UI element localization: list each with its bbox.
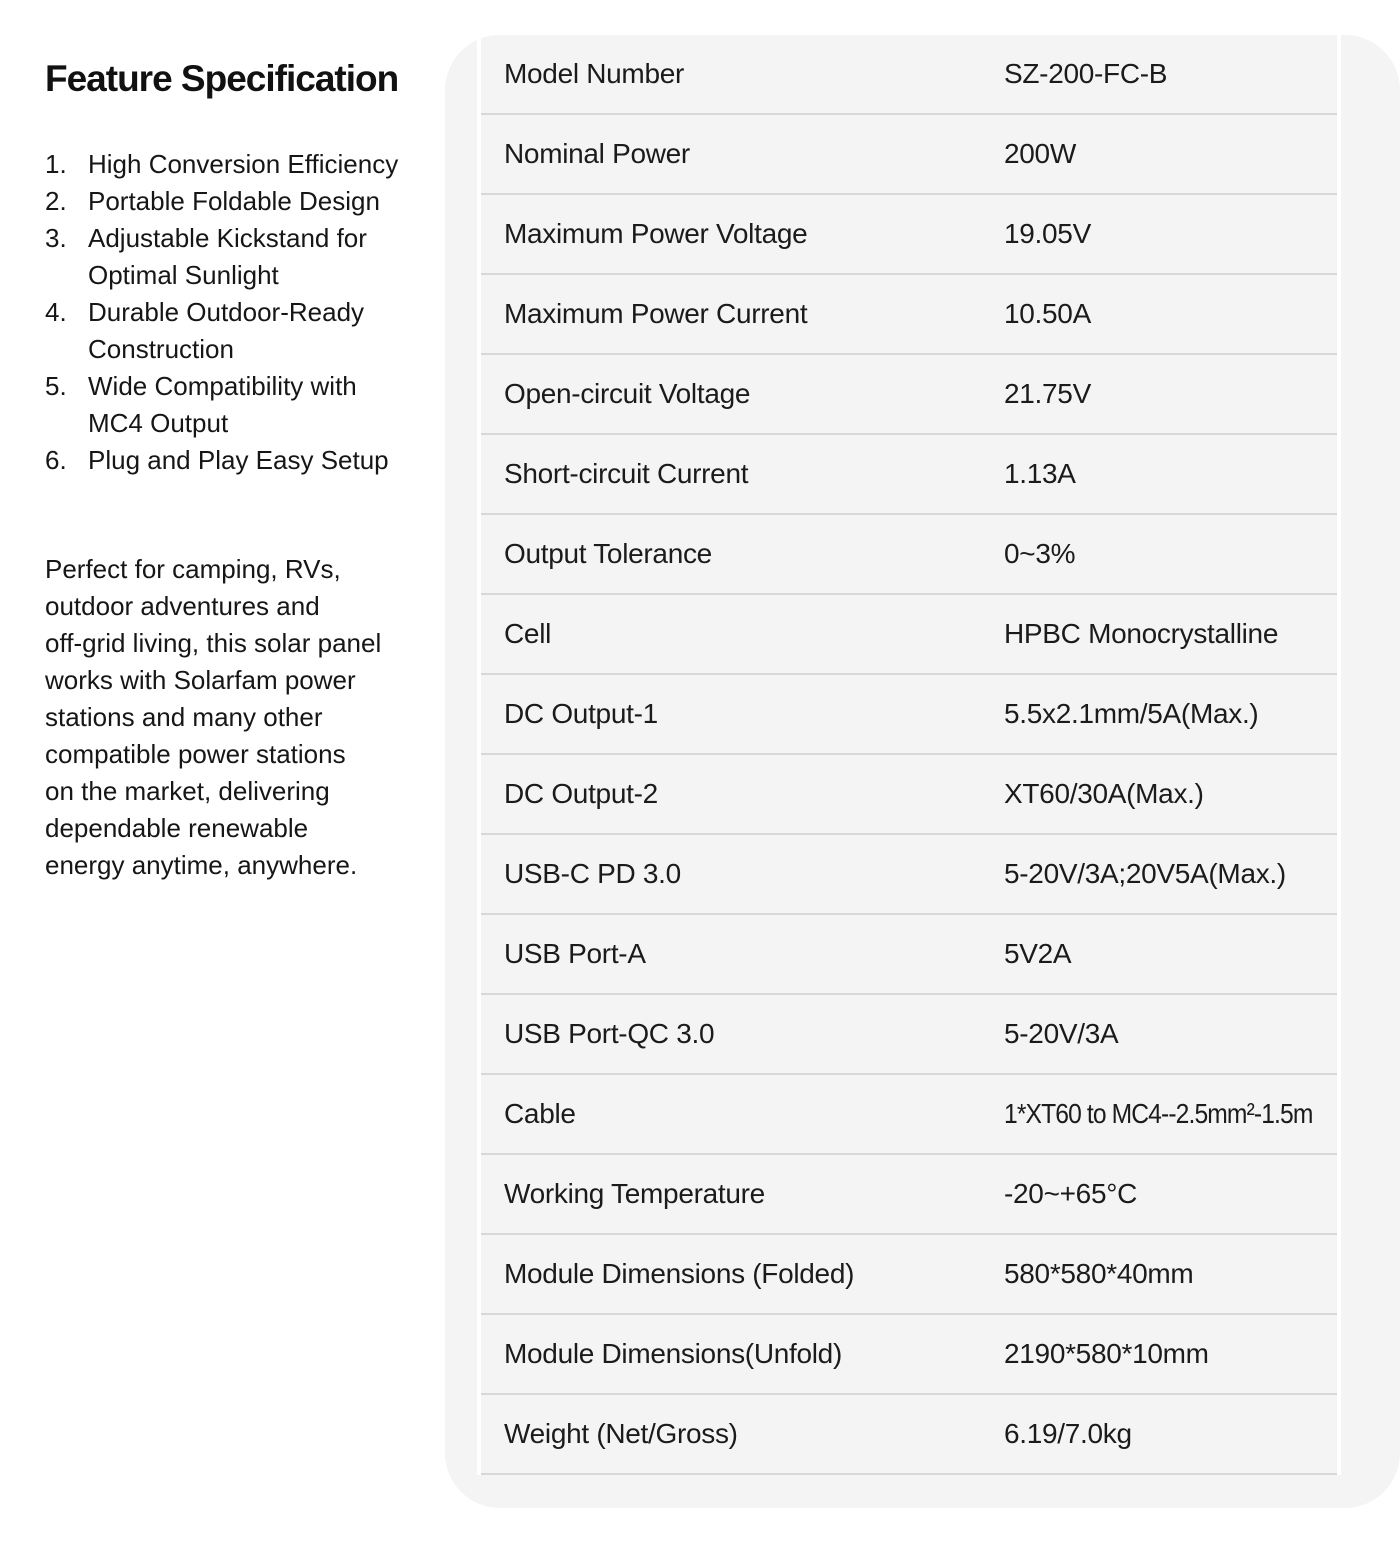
feature-list-item xyxy=(45,220,445,294)
spec-row xyxy=(481,1395,1337,1475)
spec-label: Working Temperature xyxy=(504,1178,765,1209)
spec-row xyxy=(481,35,1337,115)
spec-value: 580*580*40mm xyxy=(1004,1258,1194,1289)
feature-item-line: Construction xyxy=(88,334,234,364)
feature-item-number: 3. xyxy=(45,223,67,253)
feature-item-number: 1. xyxy=(45,149,67,179)
feature-item-text xyxy=(88,183,445,220)
description-line: works with Solarfam power xyxy=(45,665,356,695)
spec-row xyxy=(481,115,1337,195)
feature-item-text xyxy=(88,146,445,183)
page-title: Feature Specification xyxy=(45,58,399,99)
spec-label: Open-circuit Voltage xyxy=(504,378,751,409)
spec-value: 1*XT60 to MC4--2.5mm²-1.5m xyxy=(1004,1098,1313,1129)
feature-item-text xyxy=(88,220,445,294)
spec-value: 5V2A xyxy=(1004,938,1072,969)
spec-label: Module Dimensions (Folded) xyxy=(504,1258,855,1289)
feature-item-text xyxy=(88,368,445,442)
spec-row xyxy=(481,1235,1337,1315)
feature-item-line: Optimal Sunlight xyxy=(88,260,279,290)
spec-value: SZ-200-FC-B xyxy=(1004,58,1168,89)
spec-row xyxy=(481,835,1337,915)
spec-row xyxy=(481,995,1337,1075)
description-line: off-grid living, this solar panel xyxy=(45,628,382,658)
spec-value: 5-20V/3A xyxy=(1004,1018,1119,1049)
feature-item-number: 2. xyxy=(45,186,67,216)
feature-list-item xyxy=(45,442,445,479)
product-description xyxy=(45,551,445,884)
spec-value: 5.5x2.1mm/5A(Max.) xyxy=(1004,698,1259,729)
spec-label: DC Output-2 xyxy=(504,778,658,809)
spec-label: Cell xyxy=(504,618,552,649)
description-line: on the market, delivering xyxy=(45,776,330,806)
description-line: Perfect for camping, RVs, xyxy=(45,554,341,584)
spec-card xyxy=(445,35,1400,1508)
feature-list-item xyxy=(45,294,445,368)
spec-value: 19.05V xyxy=(1004,218,1091,249)
spec-label: Weight (Net/Gross) xyxy=(504,1418,738,1449)
spec-label: Nominal Power xyxy=(504,138,690,169)
spec-label: USB Port-QC 3.0 xyxy=(504,1018,715,1049)
spec-table xyxy=(477,35,1341,1475)
feature-list-item xyxy=(45,146,445,183)
spec-row xyxy=(481,275,1337,355)
spec-label: Short-circuit Current xyxy=(504,458,749,489)
spec-value: -20~+65°C xyxy=(1004,1178,1138,1209)
feature-item-number: 4. xyxy=(45,297,67,327)
spec-row xyxy=(481,355,1337,435)
spec-value: HPBC Monocrystalline xyxy=(1004,618,1279,649)
spec-row xyxy=(481,595,1337,675)
spec-label: Maximum Power Current xyxy=(504,298,808,329)
spec-label: Cable xyxy=(504,1098,576,1129)
description-line: dependable renewable xyxy=(45,813,309,843)
spec-value: 2190*580*10mm xyxy=(1004,1338,1209,1369)
feature-list xyxy=(45,146,445,479)
description-line: outdoor adventures and xyxy=(45,591,320,621)
spec-row xyxy=(481,675,1337,755)
spec-value: XT60/30A(Max.) xyxy=(1004,778,1204,809)
spec-row xyxy=(481,1315,1337,1395)
spec-label: USB Port-A xyxy=(504,938,646,969)
feature-item-number: 5. xyxy=(45,371,67,401)
spec-row xyxy=(481,755,1337,835)
spec-row xyxy=(481,435,1337,515)
feature-item-line: Durable Outdoor-Ready xyxy=(88,297,365,327)
feature-item-line: MC4 Output xyxy=(88,408,229,438)
spec-label: Module Dimensions(Unfold) xyxy=(504,1338,842,1369)
feature-item-line: Plug and Play Easy Setup xyxy=(88,445,389,475)
spec-label: Output Tolerance xyxy=(504,538,712,569)
spec-row xyxy=(481,195,1337,275)
spec-value: 200W xyxy=(1004,138,1076,169)
spec-row xyxy=(481,1075,1337,1155)
spec-row xyxy=(481,515,1337,595)
feature-list-item xyxy=(45,368,445,442)
spec-label: Model Number xyxy=(504,58,685,89)
spec-value: 21.75V xyxy=(1004,378,1091,409)
spec-value: 0~3% xyxy=(1004,538,1076,569)
feature-item-number: 6. xyxy=(45,445,67,475)
description-line: compatible power stations xyxy=(45,739,346,769)
description-line: stations and many other xyxy=(45,702,323,732)
feature-item-line: Adjustable Kickstand for xyxy=(88,223,367,253)
feature-item-line: Wide Compatibility with xyxy=(88,371,357,401)
feature-item-line: Portable Foldable Design xyxy=(88,186,380,216)
spec-value: 10.50A xyxy=(1004,298,1091,329)
feature-item-line: High Conversion Efficiency xyxy=(88,149,399,179)
spec-value: 6.19/7.0kg xyxy=(1004,1418,1132,1449)
spec-label: Maximum Power Voltage xyxy=(504,218,808,249)
feature-item-text xyxy=(88,294,445,368)
spec-label: DC Output-1 xyxy=(504,698,658,729)
spec-value: 5-20V/3A;20V5A(Max.) xyxy=(1004,858,1286,889)
feature-item-text xyxy=(88,442,445,479)
spec-row xyxy=(481,915,1337,995)
spec-row xyxy=(481,1155,1337,1235)
spec-label: USB-C PD 3.0 xyxy=(504,858,681,889)
spec-value: 1.13A xyxy=(1004,458,1076,489)
feature-list-item xyxy=(45,183,445,220)
description-line: energy anytime, anywhere. xyxy=(45,850,358,880)
